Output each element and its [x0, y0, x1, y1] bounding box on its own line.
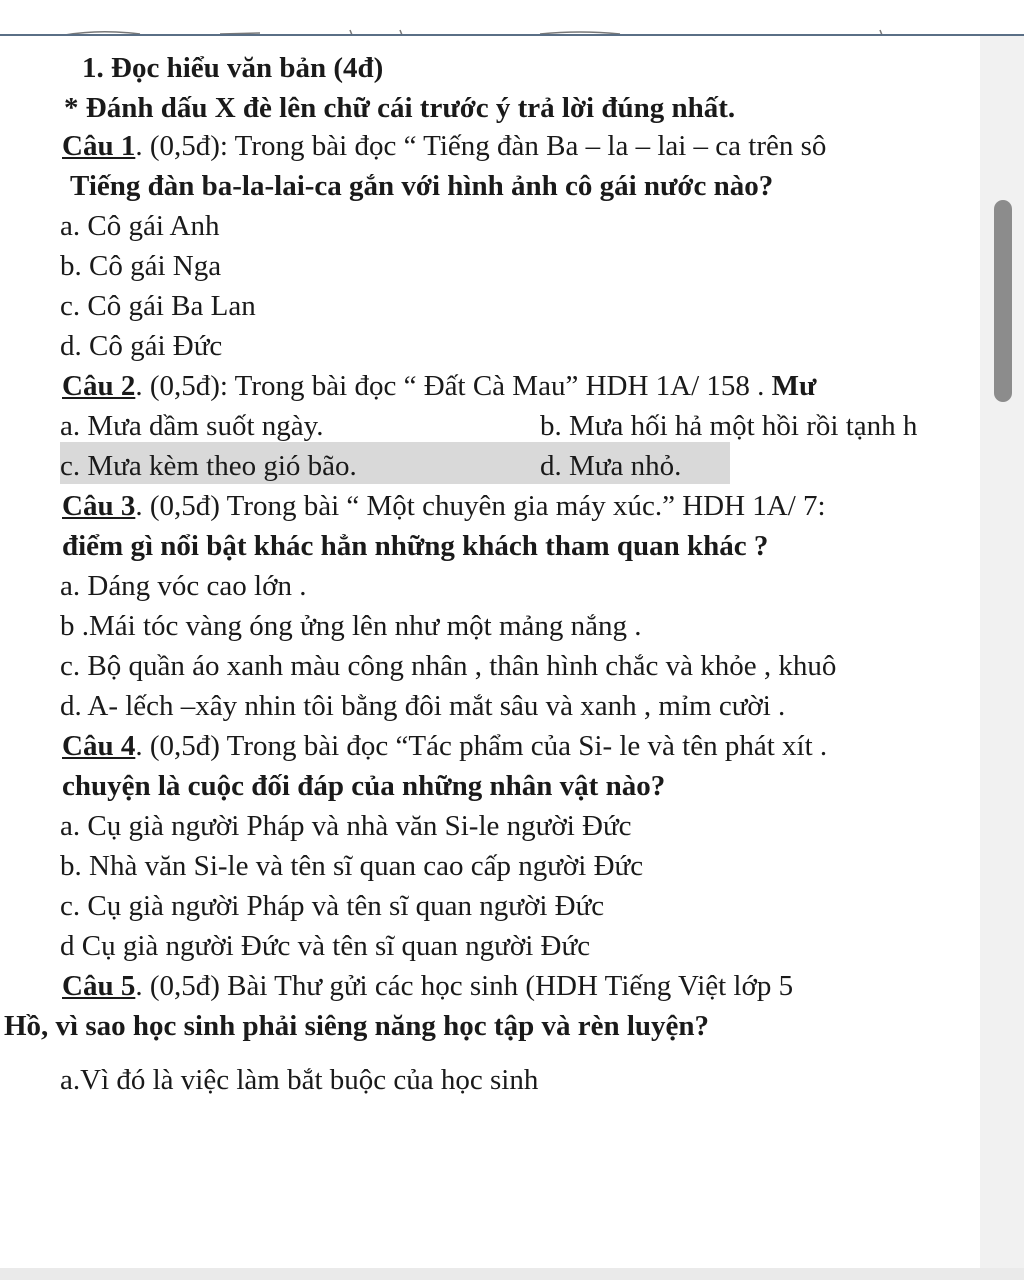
q3-option-a: a. Dáng vóc cao lớn .: [60, 570, 307, 602]
q4-label: Câu 4: [62, 730, 136, 762]
q2-option-b: b. Mưa hối hả một hồi rồi tạnh h: [540, 410, 918, 442]
q4-option-a: a. Cụ già người Pháp và nhà văn Si-le người Đức: [60, 810, 632, 842]
q1-option-c: c. Cô gái Ba Lan: [60, 290, 256, 322]
q4-intro: [62, 728, 827, 764]
q5-question: Hồ, vì sao học sinh phải siêng năng học tập và rèn luyện?: [4, 1010, 710, 1042]
q5-intro: [62, 968, 793, 1004]
q3-question: điểm gì nổi bật khác hẳn những khách tham quan khác ?: [62, 530, 769, 562]
q1-intro-text: . (0,5đ): Trong bài đọc “ Tiếng đàn Ba – la – lai – ca trên sô: [135, 130, 827, 162]
q1-option-d: d. Cô gái Đức: [60, 330, 223, 362]
scrollbar-thumb[interactable]: [994, 200, 1012, 402]
q3-intro: [62, 488, 826, 524]
q2-intro-text: . (0,5đ): Trong bài đọc “ Đất Cà Mau” HDH 1A/ 158 .: [135, 370, 772, 402]
q1-label: Câu 1: [62, 130, 136, 162]
document-page: [0, 36, 980, 1268]
q2-option-c: c. Mưa kèm theo gió bão.: [60, 450, 357, 482]
bottom-edge: [0, 1268, 1024, 1280]
q1-intro: [62, 128, 826, 164]
q4-question: chuyện là cuộc đối đáp của những nhân vật nào?: [62, 770, 666, 802]
q5-option-a: a.Vì đó là việc làm bắt buộc của học sinh: [60, 1064, 539, 1096]
q2-option-d: d. Mưa nhỏ.: [540, 450, 682, 482]
q5-label: Câu 5: [62, 970, 136, 1002]
q1-option-b: b. Cô gái Nga: [60, 250, 222, 282]
q4-option-b: b. Nhà văn Si-le và tên sĩ quan cao cấp người Đức: [60, 850, 644, 882]
instruction: * Đánh dấu X đè lên chữ cái trước ý trả lời đúng nhất.: [64, 92, 736, 124]
q4-option-d: d Cụ già người Đức và tên sĩ quan người Đức: [60, 930, 591, 962]
q5-intro-text: . (0,5đ) Bài Thư gửi các học sinh (HDH Tiếng Việt lớp 5: [135, 970, 794, 1002]
q1-option-a: a. Cô gái Anh: [60, 210, 220, 242]
q2-intro-bold: Mư: [771, 370, 817, 402]
section-title: 1. Đọc hiểu văn bản (4đ): [82, 52, 384, 84]
q4-intro-text: . (0,5đ) Trong bài đọc “Tác phẩm của Si- le và tên phát xít .: [135, 730, 828, 762]
q3-option-b: b .Mái tóc vàng óng ửng lên như một mảng nắng .: [60, 610, 642, 642]
q2-label: Câu 2: [62, 370, 136, 402]
q3-option-d: d. A- lếch –xây nhin tôi bằng đôi mắt sâu và xanh , mỉm cười .: [60, 690, 786, 722]
q3-label: Câu 3: [62, 490, 136, 522]
q3-option-c: c. Bộ quần áo xanh màu công nhân , thân hình chắc và khỏe , khuô: [60, 650, 837, 682]
q2-option-a: a. Mưa dầm suốt ngày.: [60, 410, 324, 442]
q3-intro-text: . (0,5đ) Trong bài “ Một chuyên gia máy xúc.” HDH 1A/ 7:: [135, 490, 826, 522]
q1-question: Tiếng đàn ba-la-lai-ca gắn với hình ảnh cô gái nước nào?: [70, 170, 774, 202]
q2-intro: [62, 368, 816, 404]
q4-option-c: c. Cụ già người Pháp và tên sĩ quan người Đức: [60, 890, 605, 922]
